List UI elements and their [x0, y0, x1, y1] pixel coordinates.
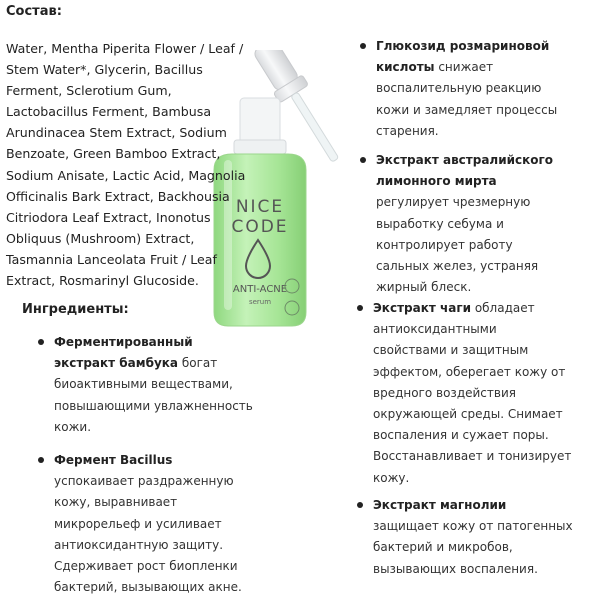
ingredient-desc: обладает антиоксидантными свойствами и защитным эффектом, оберегает кожу от вредного воздействия окружающей среды. Снимает воспаления и сужает поры. Восстанавливает и тонизирует кожу. [373, 301, 572, 485]
ingredient-desc: защищает кожу от патогенных бактерий и микробов, вызывающих воспаления. [373, 519, 573, 576]
product-type: serum [248, 298, 272, 306]
ingredient-item [376, 36, 576, 142]
ingredient-item [376, 150, 561, 298]
composition-heading: Состав: [6, 4, 62, 19]
ingredient-item [373, 495, 573, 580]
ingredient-name: Глюкозид розмариновой кислоты [376, 39, 550, 75]
ingredient-item [373, 298, 573, 489]
ingredient-name: Фермент Bacillus [54, 453, 173, 467]
ingredient-desc: снижает воспалительную реакцию кожи и замедляет процессы старения. [376, 60, 558, 138]
product-name: ANTI-ACNE [232, 284, 288, 295]
ingredient-name: Экстракт австралийского лимонного мирта [376, 153, 554, 189]
ingredient-desc: регулирует чрезмерную выработку себума и контролирует работу сальных желез, устраняя жирный блеск. [376, 195, 539, 295]
ingredient-item [54, 332, 254, 438]
ingredient-desc: успокаивает раздраженную кожу, выравнивает микрорельеф и усиливает антиоксидантную защиту. Сдерживает рост биопленки бактерий, вызывающих акне. [54, 474, 242, 595]
ingredient-name: Ферментированный экстракт бамбука [54, 335, 193, 371]
brand-line2: CODE [231, 217, 289, 237]
ingredient-name: Экстракт чаги [373, 301, 471, 315]
ingredient-item [54, 450, 254, 598]
ingredients-heading: Ингредиенты: [22, 302, 129, 317]
ingredient-name: Экстракт магнолии [373, 498, 507, 512]
ingredient-desc: богат биоактивными веществами, повышающими увлажненность кожи. [54, 356, 253, 434]
composition-text: Water, Mentha Piperita Flower / Leaf / Stem Water*, Glycerin, Bacillus Ferment, Sclerotium Gum, Lactobacillus Ferment, Bambusa Arundinacea Stem Extract, Sodium Benzoate, Green Bamboo Extract, Sodium Anisate, Lactic Acid, Magnolia Officinalis Bark Extract, Backhousia Citriodora Leaf Extract, Inonotus Obliquus (Mushroom) Extract, Tasmannia Lanceolata Fruit / Leaf Extract, Rosmarinyl Glucoside. [6, 41, 246, 289]
brand-line1: NICE [235, 197, 285, 217]
